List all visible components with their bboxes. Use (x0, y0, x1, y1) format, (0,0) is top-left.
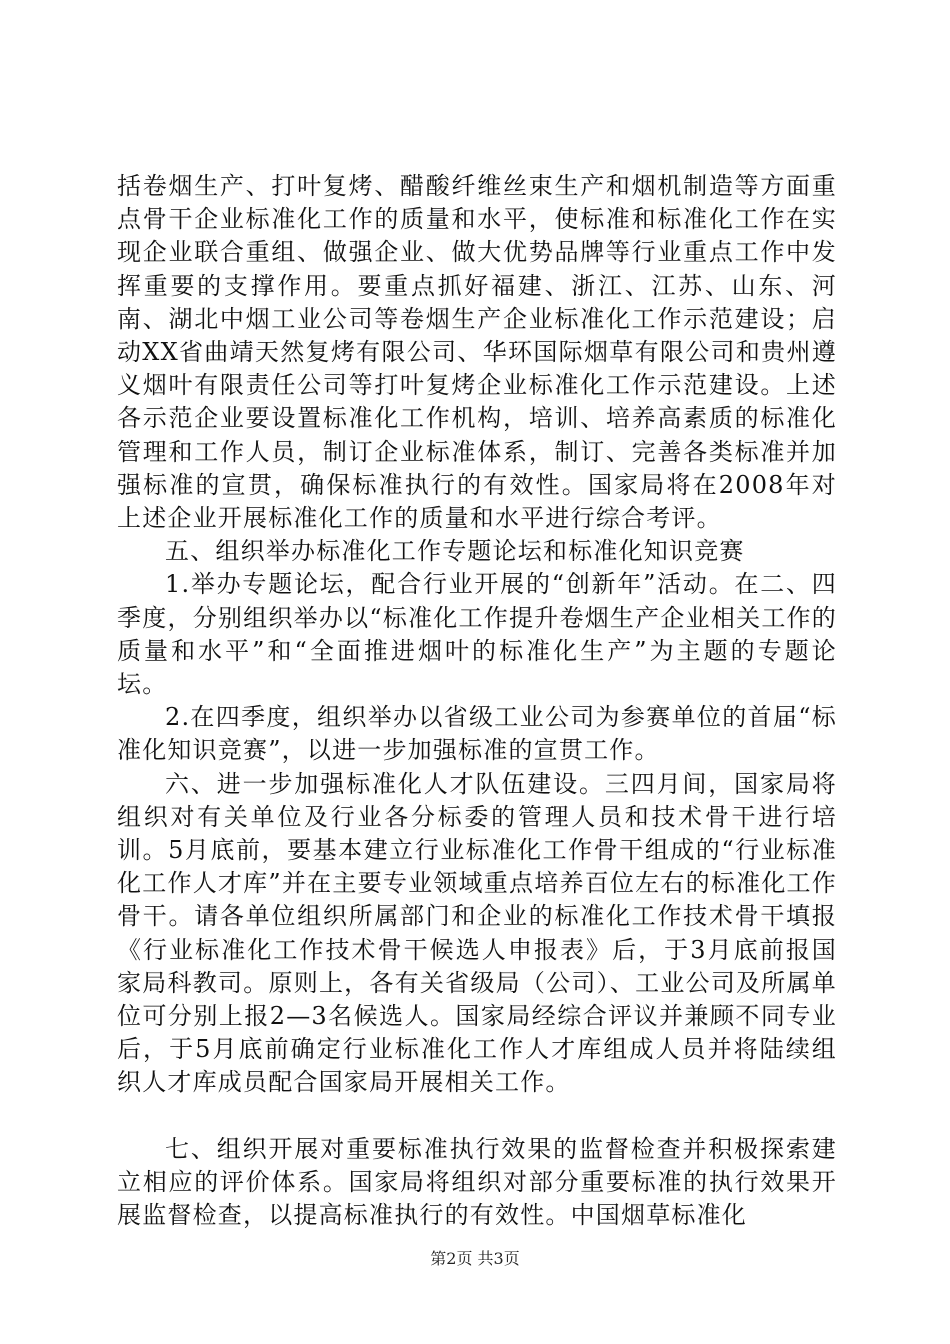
paragraph-section-six: 六、进一步加强标准化人才队伍建设。三四月间，国家局将组织对有关单位及行业各分标委的管理人员和技术骨干进行培训。5月底前，要基本建立行业标准化工作骨干组成的“行业标准化工作人才库”并在主要专业领域重点培养百位左右的标准化工作骨干。请各单位组织所属部门和企业的标准化工作技术骨干填报《行业标准化工作技术骨干候选人申报表》后，于3月底前报国家局科教司。原则上，各有关省级局（公司）、工业公司及所属单位可分别上报2—3名候选人。国家局经综合评议并兼顾不同专业后，于5月底前确定行业标准化工作人才库组成人员并将陆续组织人才库成员配合国家局开展相关工作。 (117, 769, 837, 1097)
paragraph-item-one: 1.举办专题论坛，配合行业开展的“创新年”活动。在二、四季度，分别组织举办以“标准化工作提升卷烟生产企业相关工作的质量和水平”和“全面推进烟叶的标准化生产”为主题的专题论坛。 (117, 570, 837, 699)
page-number-footer: 第2页 共3页 (430, 1249, 520, 1268)
document-body (117, 170, 837, 1232)
paragraph-continuation: 括卷烟生产、打叶复烤、醋酸纤维丝束生产和烟机制造等方面重点骨干企业标准化工作的质量和水平，使标准和标准化工作在实现企业联合重组、做强企业、做大优势品牌等行业重点工作中发挥重要的支撑作用。要重点抓好福建、浙江、江苏、山东、河南、湖北中烟工业公司等卷烟生产企业标准化工作示范建设；启动XX省曲靖天然复烤有限公司、华环国际烟草有限公司和贵州遵义烟叶有限责任公司等打叶复烤企业标准化工作示范建设。上述各示范企业要设置标准化工作机构，培训、培养高素质的标准化管理和工作人员，制订企业标准体系，制订、完善各类标准并加强标准的宣贯，确保标准执行的有效性。国家局将在2008年对上述企业开展标准化工作的质量和水平进行综合考评。 (117, 172, 837, 533)
paragraph-section-five-heading: 五、组织举办标准化工作专题论坛和标准化知识竞赛 (165, 537, 745, 566)
paragraph-item-two: 2.在四季度，组织举办以省级工业公司为参赛单位的首届“标准化知识竞赛”，以进一步加强标准的宣贯工作。 (117, 703, 837, 765)
paragraph-spacer (117, 1100, 837, 1133)
paragraph-section-seven: 七、组织开展对重要标准执行效果的监督检查并积极探索建立相应的评价体系。国家局将组织对部分重要标准的执行效果开展监督检查，以提高标准执行的有效性。中国烟草标准化 (117, 1134, 837, 1230)
